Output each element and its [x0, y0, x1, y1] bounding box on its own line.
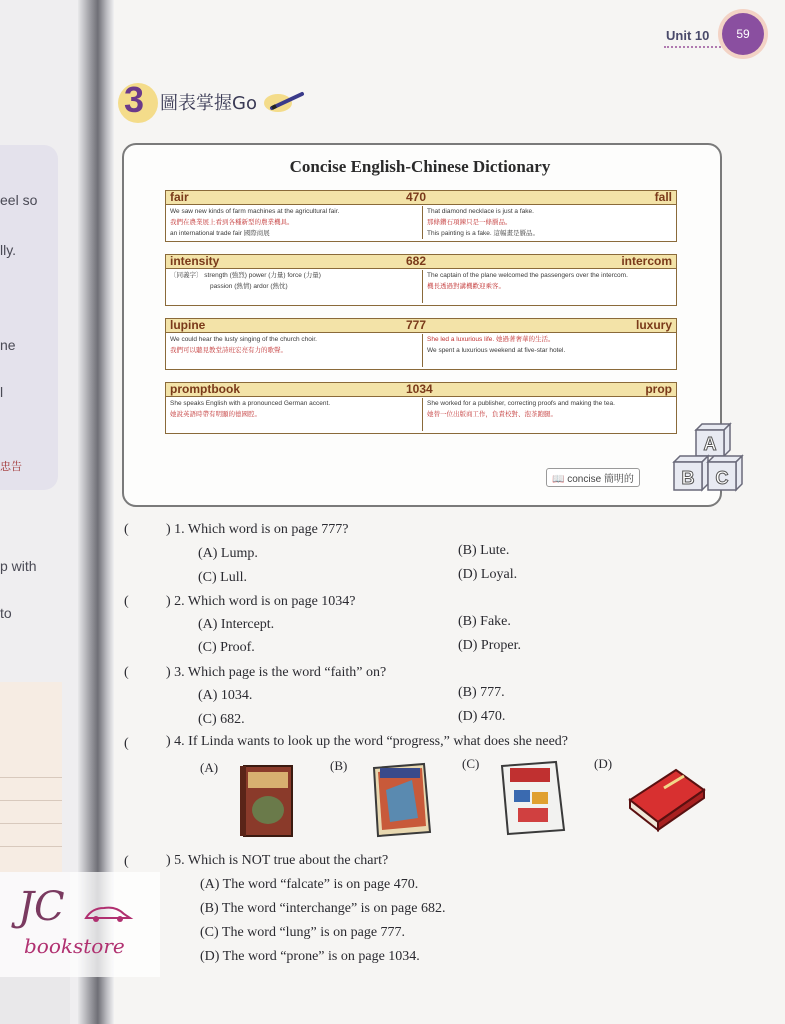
first-word: promptbook	[170, 382, 240, 396]
example-sentence: The captain of the plane welcomed the passengers over the intercom.	[427, 272, 628, 279]
dictionary-entry-header	[166, 191, 676, 205]
left-rule	[0, 823, 62, 824]
question-2	[166, 594, 356, 610]
answer-blank-open: (	[124, 665, 129, 680]
entry-left-column	[170, 270, 416, 303]
dictionary-title: Concise English-Chinese Dictionary	[289, 157, 551, 176]
page-number-badge	[722, 13, 764, 55]
option-d: (D) Proper.	[458, 638, 521, 653]
question-1	[166, 522, 349, 538]
question-text: Which word is on page 1034?	[187, 594, 356, 609]
travel-guide-icon	[498, 760, 572, 838]
option-a: (A) The word “falcate” is on page 470.	[200, 877, 419, 892]
dictionary-entry-header	[166, 255, 676, 269]
first-word: fair	[170, 190, 189, 204]
example-translation: 那條鑽石項鍊只是一條贗品。	[427, 219, 512, 226]
section-title: 圖表掌握Go	[160, 93, 257, 114]
left-text-fragment: lly.	[0, 242, 17, 258]
left-text-fragment: l	[0, 384, 4, 400]
synonym-line: 〔同義字〕 strength (強烈) power (力量) force (力量)	[170, 272, 321, 279]
answer-blank-open: (	[124, 522, 129, 537]
example-sentence: We spent a luxurious weekend at five-star hotel.	[427, 347, 566, 354]
left-rule	[0, 800, 62, 801]
option-d-label: (D)	[594, 756, 613, 771]
last-word: luxury	[635, 318, 672, 332]
option-b: (B) 777.	[458, 685, 505, 700]
option-a-label: (A)	[200, 760, 219, 775]
block-letter-a: A	[703, 434, 717, 454]
example-sentence: She speaks English with a pronounced German accent.	[170, 400, 331, 407]
example-translation: 她說英語時帶有明顯的德國腔。	[170, 411, 261, 418]
dictionary-entry-header	[166, 319, 676, 333]
dictionary-book-icon	[626, 762, 706, 834]
example-translation: 我們可以聽見教堂詩班宏亮有力的歌聲。	[170, 347, 287, 354]
entry-right-column	[422, 206, 677, 239]
question-4	[166, 734, 568, 750]
first-word: intensity	[170, 254, 220, 268]
example-translation: 她替一位出版商工作，負責校對、泡茶跑腿。	[427, 411, 557, 418]
option-b: (B) Fake.	[458, 614, 511, 629]
block-letter-c: C	[715, 468, 729, 488]
novel-book-icon	[238, 762, 298, 840]
page-number: 470	[406, 190, 427, 204]
vocab-note-text: concise 簡明的	[567, 474, 634, 485]
synonym-line: passion (熱情) ardor (熱忱)	[210, 283, 288, 290]
left-rule	[0, 846, 62, 847]
option-d: (D) Loyal.	[458, 567, 518, 582]
dictionary-entry	[165, 254, 677, 306]
question-text: If Linda wants to look up the word “progress,” what does she need?	[188, 734, 569, 749]
question-text: Which word is on page 777?	[187, 522, 349, 537]
page-number: 777	[406, 318, 427, 332]
entry-left-column	[170, 334, 416, 367]
entry-left-column	[170, 398, 416, 431]
dictionary-entry	[165, 190, 677, 242]
option-b-label: (B)	[330, 758, 348, 773]
option-d: (D) The word “prone” is on page 1034.	[200, 949, 420, 964]
example-sentence: That diamond necklace is just a fake.	[427, 208, 534, 215]
question-3	[166, 665, 386, 681]
book-icon: 📖	[552, 474, 565, 485]
last-word: prop	[645, 382, 672, 396]
question-text: Which page is the word “faith” on?	[187, 665, 387, 680]
example-sentence: We could hear the lusty singing of the church choir.	[170, 336, 317, 343]
dictionary-entry	[165, 382, 677, 434]
example-sentence: She worked for a publisher, correcting proofs and making the tea.	[427, 400, 615, 407]
left-rule	[0, 777, 62, 778]
block-letter-b: B	[681, 468, 695, 488]
question-number: ) 4.	[166, 734, 185, 749]
page-number: 1034	[406, 382, 433, 396]
left-text-fragment: to	[0, 605, 12, 621]
option-c-label: (C)	[462, 756, 480, 771]
option-d: (D) 470.	[458, 709, 506, 724]
first-word: lupine	[170, 318, 206, 332]
example-sentence: This painting is a fake. 這幅畫是贗品。	[427, 230, 539, 237]
option-a: (A) Intercept.	[198, 617, 275, 632]
vocab-note	[546, 468, 640, 487]
example-translation: 機長透過對講機歡迎乘客。	[427, 283, 505, 290]
question-number: ) 5.	[166, 853, 185, 868]
dictionary-entry-header	[166, 383, 676, 397]
page-number: 682	[406, 254, 427, 268]
option-c: (C) 682.	[198, 712, 245, 727]
option-c: (C) Lull.	[198, 570, 247, 585]
question-number: ) 1.	[166, 522, 185, 537]
option-b: (B) The word “interchange” is on page 682.	[200, 901, 446, 916]
left-text-fragment: ne	[0, 337, 16, 353]
entry-left-column	[170, 206, 416, 239]
left-text-fragment: 忠告	[0, 461, 22, 473]
question-5	[166, 853, 388, 869]
example-sentence: We saw new kinds of farm machines at the agricultural fair.	[170, 208, 340, 215]
answer-blank-open: (	[124, 594, 129, 609]
abc-blocks-icon	[668, 420, 754, 496]
answer-blank-open: (	[124, 854, 129, 869]
left-text-fragment: eel so	[0, 192, 38, 208]
question-text: Which is NOT true about the chart?	[187, 853, 389, 868]
option-b: (B) Lute.	[458, 543, 510, 558]
book-spine-shadow	[78, 0, 114, 1024]
option-c: (C) The word “lung” is on page 777.	[200, 925, 406, 940]
unit-label: Unit 10	[666, 28, 710, 43]
example-translation: 我們在農業展上看到各種新型的農業機具。	[170, 219, 294, 226]
entry-right-column	[422, 270, 677, 303]
option-a: (A) Lump.	[198, 546, 258, 561]
page-number: 59	[736, 27, 750, 41]
example-sentence: She led a luxurious life. 她過著奢華的生活。	[427, 336, 555, 343]
left-page-lined-panel	[0, 682, 62, 872]
unit-underline	[664, 46, 724, 48]
car-icon	[82, 902, 134, 924]
question-number: ) 3.	[166, 665, 185, 680]
example-sentence: an international trade fair 國際商展	[170, 230, 270, 237]
option-c: (C) Proof.	[198, 640, 255, 655]
question-number: ) 2.	[166, 594, 185, 609]
section-number: 3	[124, 79, 145, 120]
dictionary-entry	[165, 318, 677, 370]
watermark-text: bookstore	[24, 934, 125, 958]
last-word: intercom	[621, 254, 672, 268]
entry-right-column	[422, 334, 677, 367]
watermark-logo: JC	[18, 884, 65, 930]
left-text-fragment: p with	[0, 558, 37, 574]
answer-blank-open: (	[124, 736, 129, 751]
last-word: fall	[654, 190, 672, 204]
picture-book-icon	[366, 760, 436, 840]
entry-right-column	[422, 398, 677, 431]
option-a: (A) 1034.	[198, 688, 253, 703]
pencil-icon	[264, 90, 306, 114]
